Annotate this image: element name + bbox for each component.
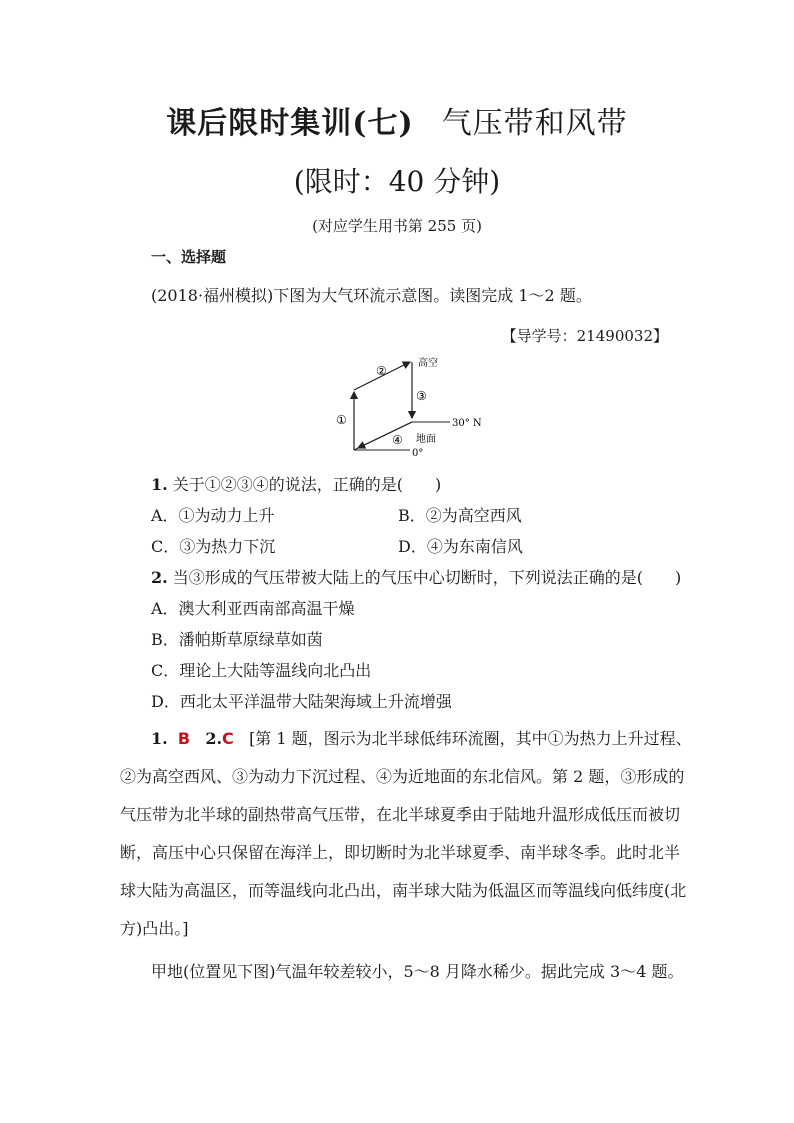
arrow-4 — [358, 422, 412, 448]
time-limit: (限时：40 分钟) — [293, 165, 501, 198]
next-question-intro: 甲地(位置见下图)气温年较差较小，5～8 月降水稀少。据此完成 3～4 题。 — [151, 962, 684, 981]
q1-stem — [151, 472, 441, 495]
q2-option-d: D．西北太平洋温带大陆架海域上升流增强 — [151, 692, 452, 711]
q2-stem-text: 当③形成的气压带被大陆上的气压中心切断时，下列说法正确的是( ) — [172, 568, 682, 587]
q2-option-b: B．潘帕斯草原绿草如茵 — [151, 630, 323, 649]
explanation-3: 气压带为北半球的副热带高气压带，在北半球夏季由于陆地升温形成低压而被切 — [120, 805, 681, 824]
q1-stem-text: 关于①②③④的说法，正确的是( ) — [172, 475, 442, 494]
section-title: 一、选择题 — [151, 248, 227, 266]
explanation-6: 方)凸出。] — [120, 919, 189, 938]
page-reference: (对应学生用书第 255 页) — [312, 217, 482, 235]
q1-option-a: A．①为动力上升 — [151, 506, 275, 525]
circulation-diagram — [330, 352, 500, 462]
label-lat-30: 30° N — [452, 418, 482, 429]
guide-number: 【导学号：21490032】 — [501, 327, 668, 345]
q2-option-a: A．澳大利亚西南部高温干燥 — [151, 599, 355, 618]
label-circle-3: ③ — [416, 389, 427, 403]
title-main: 课后限时集训(七) — [166, 106, 414, 141]
label-lat-0: 0° — [412, 448, 424, 459]
label-circle-2: ② — [376, 364, 387, 378]
answer-1: B — [177, 729, 191, 748]
label-circle-1: ① — [336, 413, 347, 427]
title-topic: 气压带和风带 — [441, 106, 628, 141]
q1-number: 1. — [151, 475, 168, 494]
q2-number: 2. — [151, 568, 168, 587]
page-title — [0, 98, 794, 142]
answer-num-2: 2. — [205, 729, 223, 748]
question-intro: (2018·福州模拟)下图为大气环流示意图。读图完成 1～2 题。 — [151, 286, 592, 305]
label-high: 高空 — [418, 358, 438, 369]
q2-option-c: C．理论上大陆等温线向北凸出 — [151, 661, 372, 680]
q1-option-d: D．④为东南信风 — [398, 537, 523, 556]
label-ground: 地面 — [416, 434, 436, 445]
explanation-5: 球大陆为高温区，而等温线向北凸出，南半球大陆为低温区而等温线向低纬度(北 — [120, 881, 687, 900]
answer-line-1 — [151, 726, 692, 749]
q2-stem — [151, 565, 681, 588]
answer-num-1: 1. — [151, 729, 168, 748]
explanation-4: 断，高压中心只保留在海洋上，即切断时为北半球夏季、南半球冬季。此时北半 — [120, 843, 681, 862]
label-circle-4: ④ — [392, 433, 403, 447]
q1-option-b: B．②为高空西风 — [398, 506, 522, 525]
explanation-1: [第 1 题，图示为北半球低纬环流圈，其中①为热力上升过程、 — [249, 729, 692, 748]
answer-2: C — [222, 729, 234, 748]
q1-option-c: C．③为热力下沉 — [151, 537, 276, 556]
explanation-2: ②为高空西风、③为动力下沉过程、④为近地面的东北信风。第 2 题，③形成的 — [120, 767, 685, 786]
